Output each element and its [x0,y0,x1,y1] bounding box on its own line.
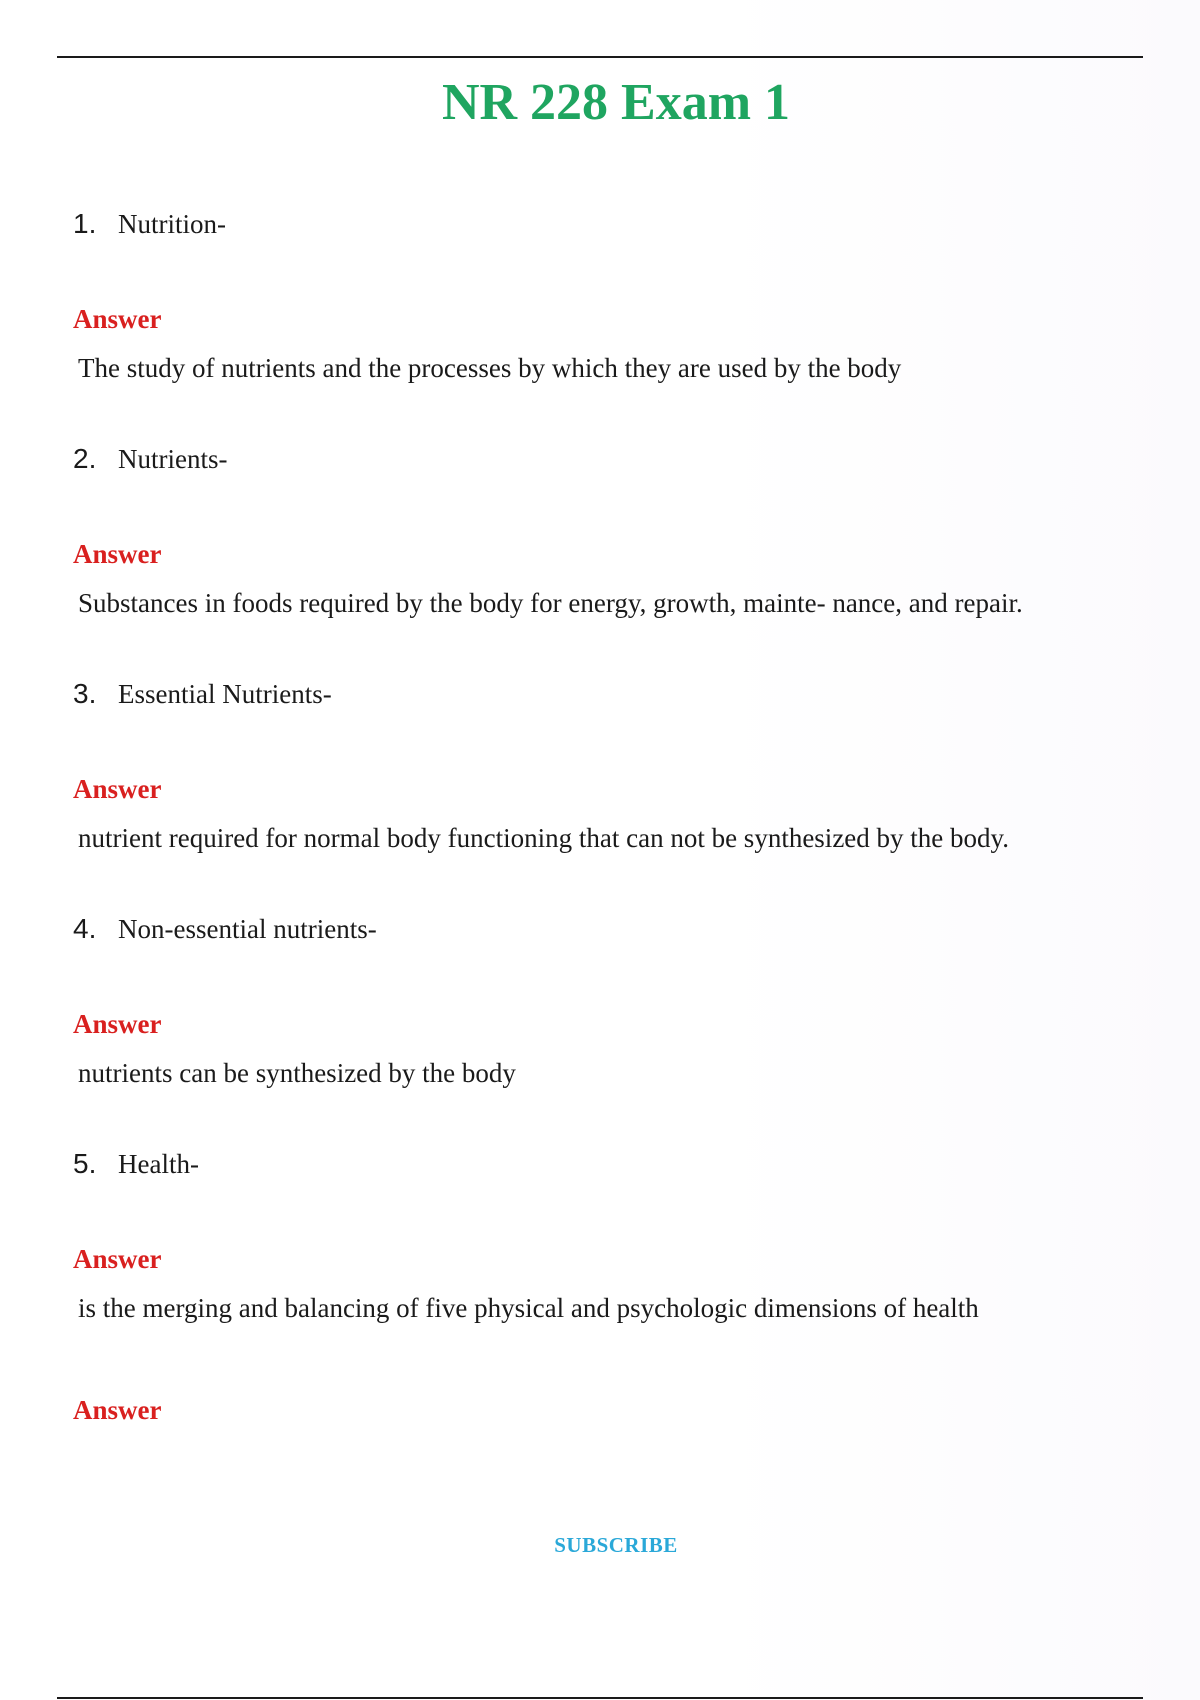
answer-label: Answer [73,774,162,804]
question-term: Nutrition- [118,209,226,239]
question [73,208,1143,248]
page-title: NR 228 Exam 1 [441,74,791,131]
answer-label: Answer [73,304,162,334]
qa-item-5 [73,1148,1143,1323]
question-number: 5. [73,1148,97,1179]
answer-text: Substances in foods required by the body for energy, growth, mainte- nance, and repair. [78,588,1023,618]
qa-item-1 [73,208,1143,383]
question-term: Nutrients- [118,444,228,474]
question-term: Non-essential nutrients- [118,914,377,944]
question [73,913,1143,953]
answer-text: The study of nutrients and the processes by which they are used by the body [78,353,902,383]
answer-label: Answer [73,1395,162,1425]
question-number: 1. [73,208,97,239]
question [73,678,1143,718]
bottom-divider [57,1697,1143,1699]
top-divider [57,56,1143,58]
qa-item-2 [73,443,1143,618]
answer-label: Answer [73,539,162,569]
qa-item-4 [73,913,1143,1088]
answer-label: Answer [73,1244,162,1274]
answer-text: is the merging and balancing of five physical and psychologic dimensions of health [78,1293,979,1323]
question-term: Health- [118,1149,199,1179]
subscribe-link[interactable]: SUBSCRIBE [554,1533,678,1557]
answer-label: Answer [73,1009,162,1039]
question-number: 3. [73,678,97,709]
answer-text: nutrient required for normal body functioning that can not be synthesized by the body. [78,823,1010,853]
question-number: 4. [73,913,97,944]
question [73,1148,1143,1188]
question [73,443,1143,483]
qa-item-3 [73,678,1143,853]
answer-text: nutrients can be synthesized by the body [78,1058,516,1088]
question-number: 2. [73,443,97,474]
question-term: Essential Nutrients- [118,679,332,709]
